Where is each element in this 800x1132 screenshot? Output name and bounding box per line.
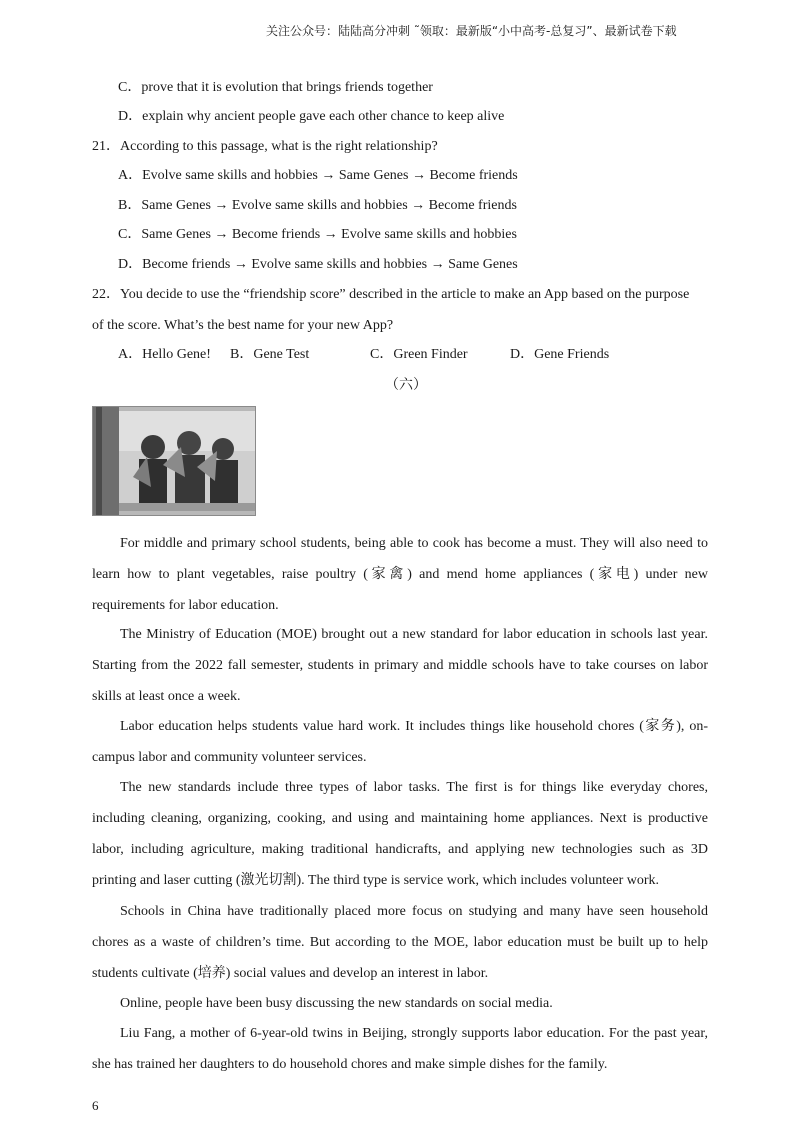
- page-number: 6: [92, 1098, 99, 1113]
- labor-photo-graphic: [93, 407, 255, 515]
- paragraph-1: For middle and primary school students, being able to cook has become a must. They will also need to learn how to plant vegetables, raise poultry (家禽) and mend home appliances (家电) under new requirements for labor education.: [92, 536, 708, 613]
- q21-stem: 21．According to this passage, what is the right relationship?: [92, 139, 438, 154]
- q21-option-a: A．Evolve same skills and hobbies → Same Genes → Become friends: [118, 168, 518, 183]
- q22-stem-line1: 22．You decide to use the “friendship score” described in the article to make an App based on the purpose: [92, 287, 690, 302]
- q21-option-c: C．Same Genes → Become friends → Evolve same skills and hobbies: [118, 227, 517, 242]
- q21-option-d: D．Become friends → Evolve same skills and hobbies → Same Genes: [118, 257, 518, 272]
- paragraph-6: Online, people have been busy discussing the new standards on social media.: [120, 996, 553, 1011]
- header-note: 关注公众号：陆陆高分冲刺 ˜领取：最新版“小中高考-总复习”、最新试卷下载: [266, 24, 677, 38]
- section-mark: （六）: [385, 377, 427, 393]
- labor-photo: [92, 406, 256, 516]
- q22-stem-line2: of the score. What’s the best name for your new App?: [92, 318, 394, 333]
- q22-option-b: B．Gene Test: [230, 347, 310, 362]
- q20-option-c: C．prove that it is evolution that brings friends together: [118, 80, 433, 95]
- q20-option-d: D．explain why ancient people gave each other chance to keep alive: [118, 109, 505, 124]
- paragraph-5: Schools in China have traditionally placed more focus on studying and many have seen household chores as a waste of children’s time. But according to the MOE, labor education must be built up to help students cultivate (培养) social values and develop an interest in labor.: [92, 904, 708, 981]
- paragraph-7: Liu Fang, a mother of 6-year-old twins in Beijing, strongly supports labor education. For the past year, she has trained her daughters to do household chores and make simple dishes for the family.: [92, 1026, 708, 1072]
- paragraph-3: Labor education helps students value hard work. It includes things like household chores (家务), on-campus labor and community volunteer services.: [92, 719, 708, 765]
- q22-option-d: D．Gene Friends: [510, 347, 610, 362]
- q22-option-c: C．Green Finder: [370, 347, 468, 362]
- q22-option-a: A．Hello Gene!: [118, 347, 211, 362]
- paragraph-4: The new standards include three types of labor tasks. The first is for things like everyday chores, including cleaning, organizing, cooking, and using and maintaining home appliances. Next is productive labor, including agriculture, making traditional handicrafts, and applying new technologies such as 3D printing and laser cutting (激光切割). The third type is service work, which includes volunteer work.: [92, 780, 708, 888]
- paragraph-2: The Ministry of Education (MOE) brought out a new standard for labor education in schools last year. Starting from the 2022 fall semester, students in primary and middle schools have to take courses on labor skills at least once a week.: [92, 627, 708, 704]
- q21-option-b: B．Same Genes → Evolve same skills and hobbies → Become friends: [118, 198, 517, 213]
